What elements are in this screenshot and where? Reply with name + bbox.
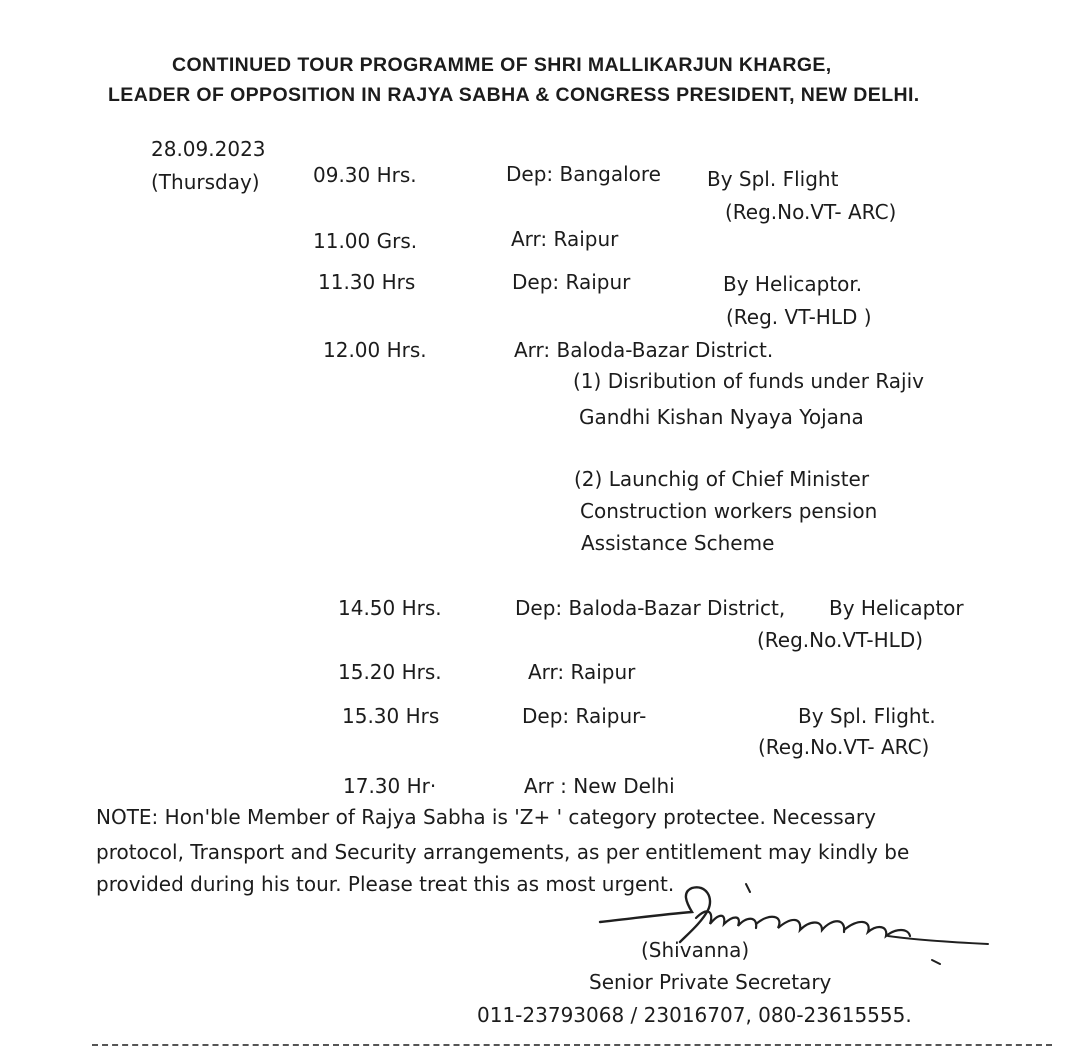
entry-action: Arr: Baloda-Bazar District. (514, 338, 774, 362)
entry-time: 09.30 Hrs. (313, 163, 417, 187)
entry-time: 12.00 Hrs. (323, 338, 427, 362)
entry-action: Arr: Raipur (511, 227, 619, 251)
event-2-line-1: (2) Launchig of Chief Minister (574, 467, 870, 491)
entry-time: 11.30 Hrs (318, 270, 416, 294)
dashed-divider (92, 1044, 1052, 1046)
event-1-line-2: Gandhi Kishan Nyaya Yojana (579, 405, 864, 429)
signatory-name: (Shivanna) (641, 938, 750, 962)
entry-mode: By Helicaptor. (723, 272, 863, 296)
note-line-1: NOTE: Hon'ble Member of Rajya Sabha is 'Z+ ' category protectee. Necessary (96, 805, 876, 829)
entry-mode: By Spl. Flight. (798, 704, 936, 728)
tour-day: (Thursday) (151, 170, 260, 194)
event-1-line-1: (1) Disribution of funds under Rajiv (573, 369, 924, 393)
note-line-2: protocol, Transport and Security arrangements, as per entitlement may kindly be (96, 840, 910, 864)
document-title-line-2: LEADER OF OPPOSITION IN RAJYA SABHA & CONGRESS PRESIDENT, NEW DELHI. (108, 84, 920, 106)
entry-time: 15.30 Hrs (342, 704, 440, 728)
entry-time: 14.50 Hrs. (338, 596, 442, 620)
entry-action: Dep: Raipur (512, 270, 631, 294)
entry-registration: (Reg.No.VT- ARC) (758, 735, 930, 759)
entry-action: Arr : New Delhi (524, 774, 675, 798)
entry-registration: (Reg.No.VT- ARC) (725, 200, 897, 224)
document-title-line-1: CONTINUED TOUR PROGRAMME OF SHRI MALLIKARJUN KHARGE, (172, 54, 832, 76)
signatory-designation: Senior Private Secretary (589, 970, 832, 994)
entry-mode: By Helicaptor (829, 596, 964, 620)
entry-action: Dep: Baloda-Bazar District, (515, 596, 786, 620)
entry-time: 11.00 Grs. (313, 229, 418, 253)
signatory-phone-numbers: 011-23793068 / 23016707, 080-23615555. (477, 1003, 912, 1027)
event-2-line-2: Construction workers pension (580, 499, 878, 523)
entry-action: Arr: Raipur (528, 660, 636, 684)
entry-time: 17.30 Hr· (343, 774, 437, 798)
note-line-3: provided during his tour. Please treat this as most urgent. (96, 872, 675, 896)
entry-action: Dep: Bangalore (506, 162, 661, 186)
entry-action: Dep: Raipur- (522, 704, 647, 728)
tour-date: 28.09.2023 (151, 137, 266, 161)
entry-registration: (Reg. VT-HLD ) (726, 305, 872, 329)
entry-mode: By Spl. Flight (707, 167, 839, 191)
entry-time: 15.20 Hrs. (338, 660, 442, 684)
event-2-line-3: Assistance Scheme (581, 531, 775, 555)
entry-registration: (Reg.No.VT-HLD) (757, 628, 924, 652)
